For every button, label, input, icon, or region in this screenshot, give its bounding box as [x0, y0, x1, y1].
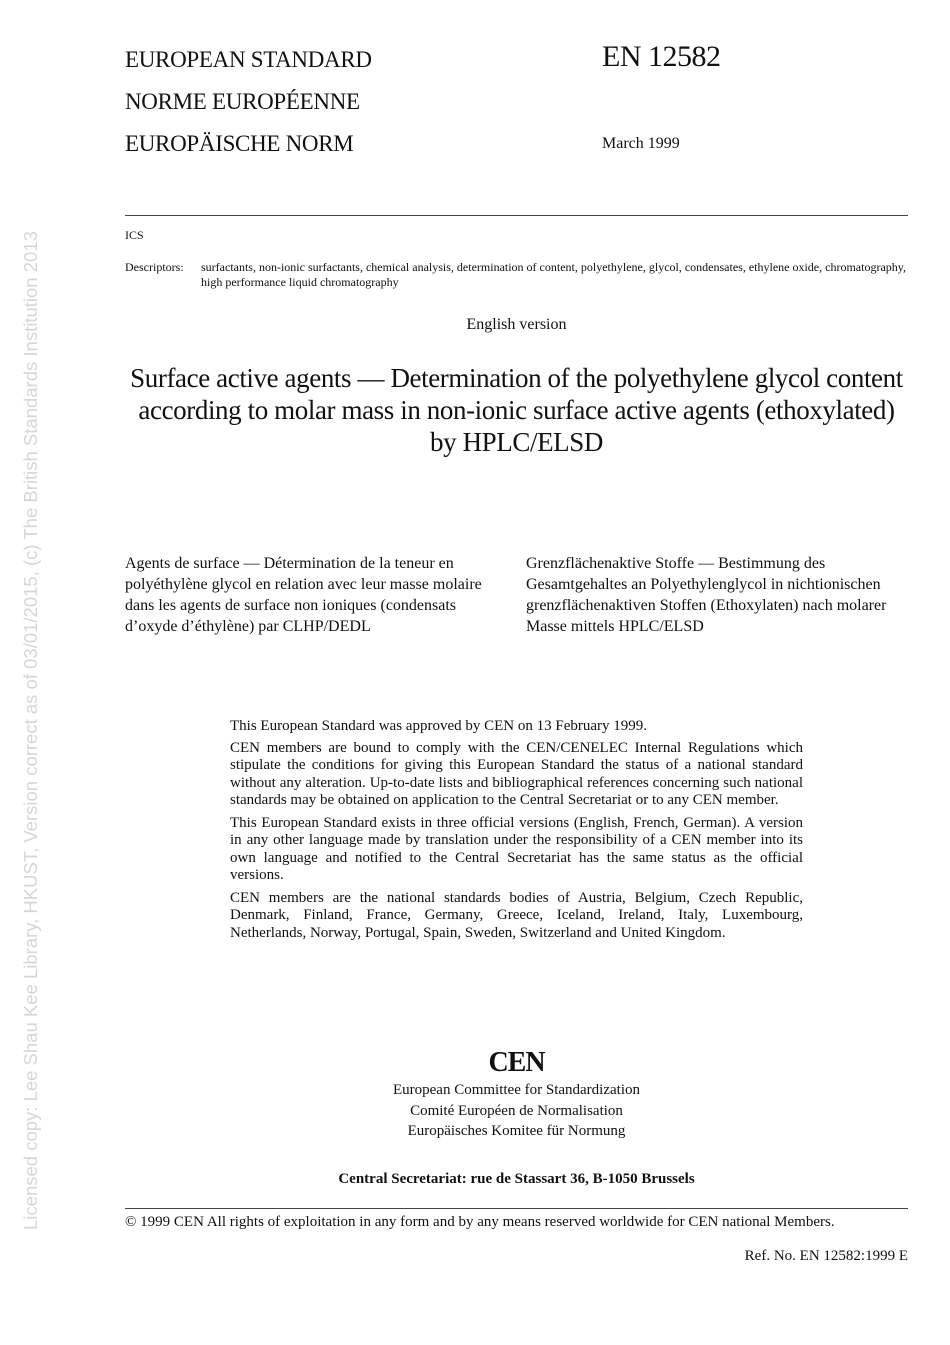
central-secretariat-address: Central Secretariat: rue de Stassart 36, B-1050 Brussels: [338, 1171, 695, 1187]
approval-paragraph: CEN members are bound to comply with the CEN/CENELEC Internal Regulations which stipulate the conditions for giving this European Standard the status of a national standard without any alteration. Up-to-date lists and bibliographical references concerning such national standards may be obtained on application to the Central Secretariat or to any CEN member.: [230, 739, 803, 808]
version-label: English version: [466, 316, 567, 333]
standard-name-french: NORME EUROPÉENNE: [125, 89, 360, 114]
copyright-notice: © 1999 CEN All rights of exploitation in any form and by any means reserved worldwide for CEN national Members.: [125, 1214, 835, 1230]
header-divider: [125, 215, 908, 216]
publication-date: March 1999: [602, 135, 680, 152]
cen-name-english: European Committee for Standardization: [392, 1082, 640, 1098]
standard-name-german: EUROPÄISCHE NORM: [125, 131, 354, 156]
approval-paragraph: This European Standard was approved by CEN on 13 February 1999.: [230, 718, 647, 734]
ics-label: ICS: [125, 228, 144, 242]
standard-number: EN 12582: [602, 40, 721, 73]
title-french: Agents de surface — Détermination de la teneur en polyéthylène glycol en relation avec leur masse molaire dans les agents de surface non ioniques (condensats d’oxyde d’éthylène) par CLHP/DEDL: [125, 555, 482, 635]
descriptors-label: Descriptors:: [125, 260, 184, 274]
title-german: Grenzflächenaktive Stoffe — Bestimmung des Gesamtgehaltes an Polyethylenglycol in nichtionischen grenzflächenaktiven Stoffen (Ethoxylaten) nach molarer Masse mittels HPLC/ELSD: [526, 555, 887, 635]
document-title: Surface active agents — Determination of the polyethylene glycol content according to molar mass in non-ionic surface active agents (ethoxylated) by HPLC/ELSD: [130, 363, 903, 457]
footer-divider: [125, 1208, 908, 1209]
approval-notice: [230, 718, 803, 947]
standard-name-english: EUROPEAN STANDARD: [125, 47, 372, 72]
descriptors-text: surfactants, non-ionic surfactants, chemical analysis, determination of content, polyethylene, glycol, condensates, ethylene oxide, chromatography, high performance liquid chromatography: [201, 260, 906, 289]
cen-logo: CEN: [488, 1047, 545, 1078]
reference-number: Ref. No. EN 12582:1999 E: [744, 1248, 908, 1264]
cen-block: [125, 1046, 908, 1142]
approval-paragraph: CEN members are the national standards bodies of Austria, Belgium, Czech Republic, Denmark, Finland, France, Germany, Greece, Iceland, Ireland, Italy, Luxembourg, Netherlands, Norway, Portugal, Spain, Sweden, Switzerland and United Kingdom.: [230, 889, 803, 941]
cen-name-french: Comité Européen de Normalisation: [410, 1102, 623, 1119]
approval-paragraph: This European Standard exists in three official versions (English, French, German). A version in any other language made by translation under the responsibility of a CEN member into its own language and notified to the Central Secretariat has the same status as the official versions.: [230, 814, 803, 883]
license-watermark: Licensed copy: Lee Shau Kee Library, HKUST, Version correct as of 03/01/2015, (c) The British Standards Institution 2013: [20, 231, 41, 1230]
cen-name-german: Europäisches Komitee für Normung: [407, 1123, 626, 1139]
